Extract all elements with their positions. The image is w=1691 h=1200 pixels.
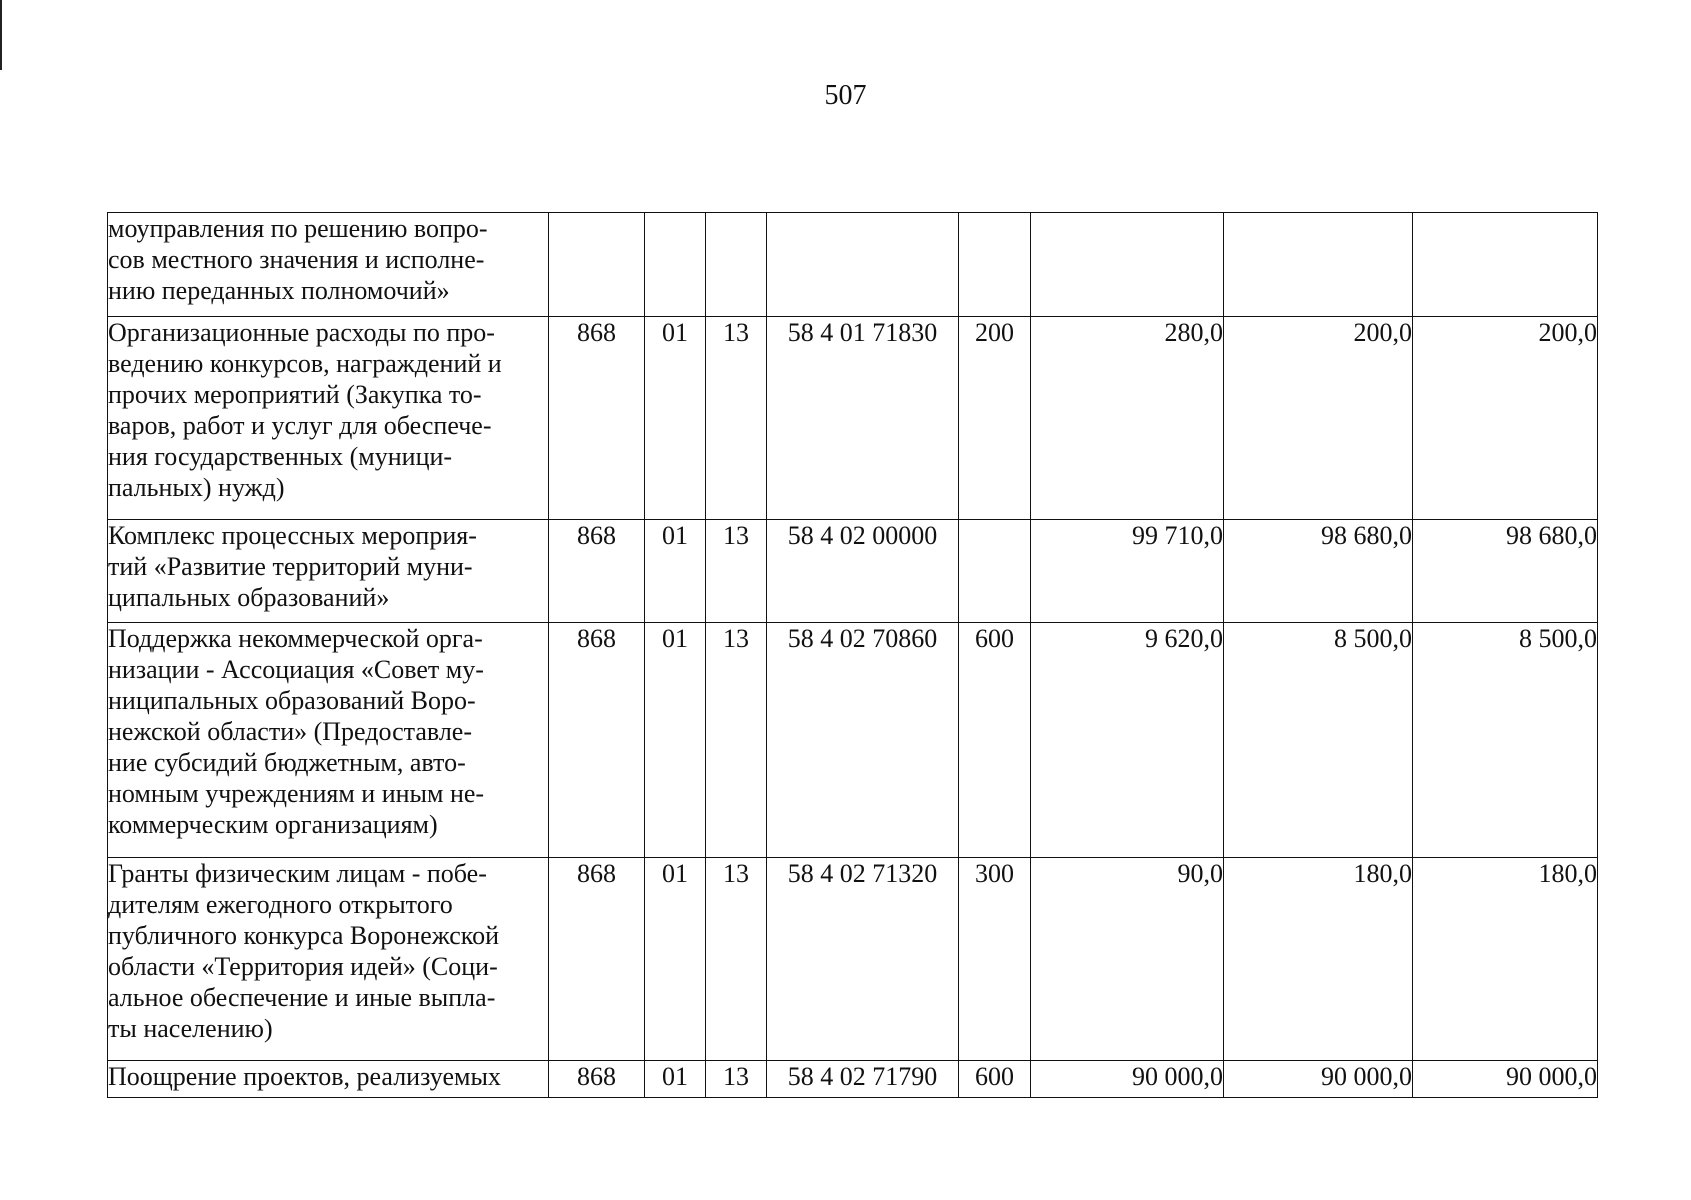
description-line: тий «Развитие территорий муни- <box>108 552 473 581</box>
description-line: сов местного значения и исполне- <box>108 245 485 274</box>
expense-type-cell: 600 <box>959 623 1031 858</box>
target-article-cell: 58 4 02 71790 <box>767 1061 959 1098</box>
target-article-cell: 58 4 02 70860 <box>767 623 959 858</box>
table-row <box>108 858 1598 1061</box>
subsection-code-cell: 13 <box>706 623 767 858</box>
section-code-cell: 01 <box>645 623 706 858</box>
amount-year-2-cell: 98 680,0 <box>1224 520 1413 623</box>
description-line: ниципальных образований Воро- <box>108 686 476 715</box>
subsection-code-cell <box>706 213 767 317</box>
target-article-cell <box>767 213 959 317</box>
amount-year-3-cell: 180,0 <box>1413 858 1598 1061</box>
description-line: ты населению) <box>108 1014 273 1043</box>
description-line: прочих мероприятий (Закупка то- <box>108 380 482 409</box>
table-row <box>108 1061 1598 1098</box>
budget-table <box>107 212 1598 1098</box>
section-code-cell: 01 <box>645 317 706 520</box>
expense-type-cell: 600 <box>959 1061 1031 1098</box>
ministry-code-cell <box>549 213 645 317</box>
amount-year-1-cell: 90,0 <box>1031 858 1224 1061</box>
description-line: области «Территория идей» (Соци- <box>108 952 498 981</box>
amount-year-2-cell: 200,0 <box>1224 317 1413 520</box>
description-line: коммерческим организациям) <box>108 810 438 839</box>
description-line: Комплекс процессных мероприя- <box>108 521 477 550</box>
ministry-code-cell: 868 <box>549 623 645 858</box>
amount-year-3-cell: 8 500,0 <box>1413 623 1598 858</box>
section-code-cell <box>645 213 706 317</box>
expense-type-cell <box>959 213 1031 317</box>
amount-year-1-cell <box>1031 213 1224 317</box>
ministry-code-cell: 868 <box>549 520 645 623</box>
ministry-code-cell: 868 <box>549 317 645 520</box>
description-line: Гранты физическим лицам - побе- <box>108 859 487 888</box>
description-cell <box>108 520 549 623</box>
description-line: Поощрение проектов, реализуемых <box>108 1062 501 1091</box>
target-article-cell: 58 4 02 71320 <box>767 858 959 1061</box>
amount-year-3-cell: 90 000,0 <box>1413 1061 1598 1098</box>
table-row <box>108 317 1598 520</box>
description-line: ведению конкурсов, награждений и <box>108 349 502 378</box>
description-cell <box>108 858 549 1061</box>
section-code-cell: 01 <box>645 520 706 623</box>
target-article-cell: 58 4 02 00000 <box>767 520 959 623</box>
subsection-code-cell: 13 <box>706 520 767 623</box>
description-line: публичного конкурса Воронежской <box>108 921 499 950</box>
target-article-cell: 58 4 01 71830 <box>767 317 959 520</box>
section-code-cell: 01 <box>645 858 706 1061</box>
description-cell <box>108 213 549 317</box>
amount-year-1-cell: 9 620,0 <box>1031 623 1224 858</box>
expense-type-cell: 200 <box>959 317 1031 520</box>
subsection-code-cell: 13 <box>706 317 767 520</box>
description-line: ния государственных (муници- <box>108 442 453 471</box>
table-row <box>108 623 1598 858</box>
amount-year-3-cell: 98 680,0 <box>1413 520 1598 623</box>
amount-year-1-cell: 99 710,0 <box>1031 520 1224 623</box>
amount-year-1-cell: 280,0 <box>1031 317 1224 520</box>
ministry-code-cell: 868 <box>549 1061 645 1098</box>
page-number: 507 <box>824 80 867 111</box>
description-line: Поддержка некоммерческой орга- <box>108 624 483 653</box>
expense-type-cell: 300 <box>959 858 1031 1061</box>
description-line: пальных) нужд) <box>108 473 285 502</box>
description-line: ципальных образований» <box>108 583 390 612</box>
amount-year-2-cell: 8 500,0 <box>1224 623 1413 858</box>
description-cell <box>108 317 549 520</box>
description-line: альное обеспечение и иные выпла- <box>108 983 496 1012</box>
table-row <box>108 213 1598 317</box>
description-cell <box>108 623 549 858</box>
amount-year-2-cell: 90 000,0 <box>1224 1061 1413 1098</box>
amount-year-1-cell: 90 000,0 <box>1031 1061 1224 1098</box>
description-line: номным учреждениям и иным не- <box>108 779 485 808</box>
description-line: варов, работ и услуг для обеспече- <box>108 411 492 440</box>
description-cell <box>108 1061 549 1098</box>
ministry-code-cell: 868 <box>549 858 645 1061</box>
description-line: Организационные расходы по про- <box>108 318 495 347</box>
description-line: нежской области» (Предоставле- <box>108 717 472 746</box>
table-body <box>108 213 1598 1098</box>
description-line: моуправления по решению вопро- <box>108 214 488 243</box>
amount-year-3-cell: 200,0 <box>1413 317 1598 520</box>
section-code-cell: 01 <box>645 1061 706 1098</box>
expense-type-cell <box>959 520 1031 623</box>
description-line: дителям ежегодного открытого <box>108 890 453 919</box>
amount-year-2-cell: 180,0 <box>1224 858 1413 1061</box>
amount-year-3-cell <box>1413 213 1598 317</box>
table-row <box>108 520 1598 623</box>
amount-year-2-cell <box>1224 213 1413 317</box>
description-line: нию переданных полномочий» <box>108 276 450 305</box>
scan-edge-mark <box>0 0 2 70</box>
description-line: ние субсидий бюджетным, авто- <box>108 748 466 777</box>
subsection-code-cell: 13 <box>706 858 767 1061</box>
subsection-code-cell: 13 <box>706 1061 767 1098</box>
description-line: низации - Ассоциация «Совет му- <box>108 655 484 684</box>
